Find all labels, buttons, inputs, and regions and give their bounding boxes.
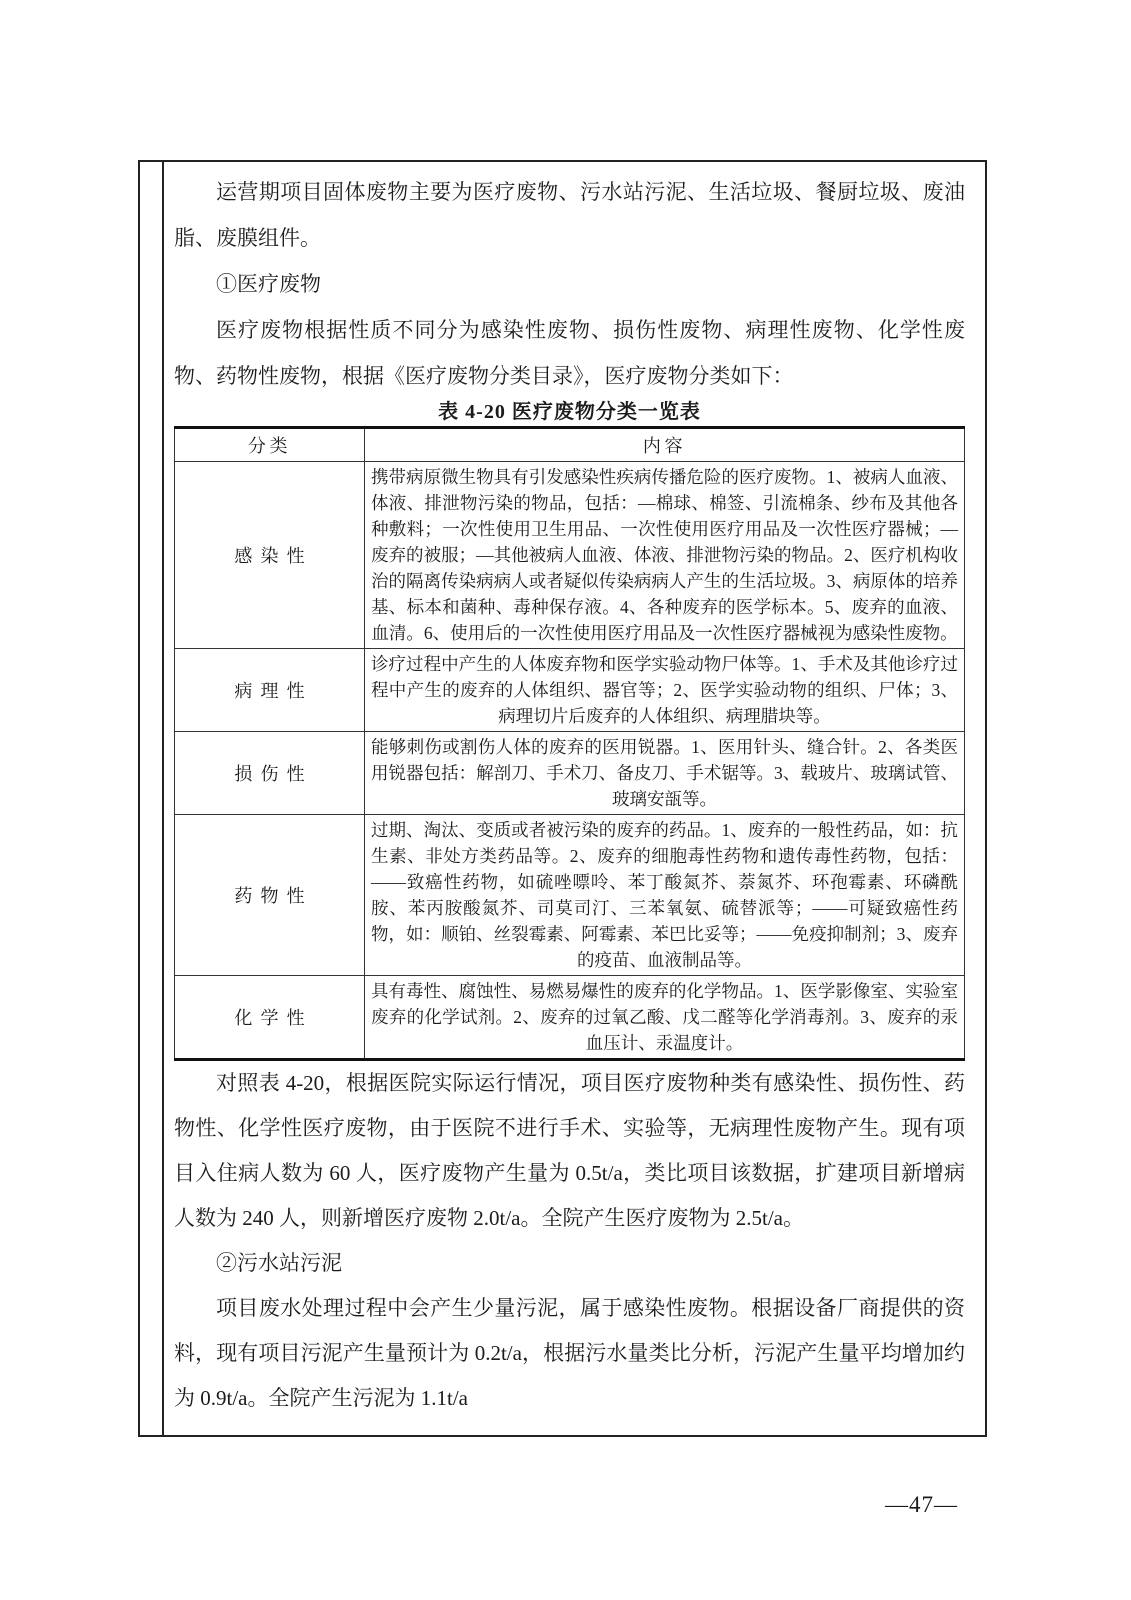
heading-sewage-sludge: ②污水站污泥 bbox=[216, 1251, 342, 1275]
table-row bbox=[175, 732, 965, 815]
category-pharmaceutical: 药物性 bbox=[175, 815, 365, 976]
category-infectious: 感染性 bbox=[175, 462, 365, 649]
page-number: —47— bbox=[885, 1492, 958, 1517]
category-sharps: 损伤性 bbox=[175, 732, 365, 815]
content-pathological: 诊疗过程中产生的人体废弃物和医学实验动物尸体等。1、手术及其他诊疗过程中产生的废弃的人体组织、器官等；2、医学实验动物的组织、尸体；3、病理切片后废弃的人体组织、病理腊块等。 bbox=[365, 649, 965, 732]
table-row bbox=[175, 649, 965, 732]
paragraph-sludge-analysis: 项目废水处理过程中会产生少量污泥，属于感染性废物。根据设备厂商提供的资料，现有项目污泥产生量预计为 0.2t/a，根据污水量类比分析，污泥产生量平均增加约为 0.9t/a。全院产生污泥为 1.1t/a bbox=[174, 1296, 965, 1410]
header-category: 分类 bbox=[175, 428, 365, 462]
category-pathological: 病理性 bbox=[175, 649, 365, 732]
content-pharmaceutical: 过期、淘汰、变质或者被污染的废弃的药品。1、废弃的一般性药品，如：抗生素、非处方类药品等。2、废弃的细胞毒性药物和遗传毒性药物，包括：——致癌性药物，如硫唑嘌呤、苯丁酸氮芥、萘氮芥、环孢霉素、环磷酰胺、苯丙胺酸氮芥、司莫司汀、三苯氧氨、硫替派等；——可疑致癌性药物，如：顺铂、丝裂霉素、阿霉素、苯巴比妥等；——免疫抑制剂；3、废弃的疫苗、血液制品等。 bbox=[365, 815, 965, 976]
content-sharps: 能够刺伤或割伤人体的废弃的医用锐器。1、医用针头、缝合针。2、各类医用锐器包括：解剖刀、手术刀、备皮刀、手术锯等。3、载玻片、玻璃试管、玻璃安瓿等。 bbox=[365, 732, 965, 815]
main-content bbox=[164, 162, 985, 1435]
content-infectious: 携带病原微生物具有引发感染性疾病传播危险的医疗废物。1、被病人血液、体液、排泄物污染的物品，包括：—棉球、棉签、引流棉条、纱布及其他各种敷料；一次性使用卫生用品、一次性使用医疗用品及一次性医疗器械；—废弃的被服；—其他被病人血液、体液、排泄物污染的物品。2、医疗机构收治的隔离传染病病人或者疑似传染病病人产生的生活垃圾。3、病原体的培养基、标本和菌种、毒种保存液。4、各种废弃的医学标本。5、废弃的血液、血清。6、使用后的一次性使用医疗用品及一次性医疗器械视为感染性废物。 bbox=[365, 462, 965, 649]
table-row bbox=[175, 815, 965, 976]
paragraph-medical-waste-classes: 医疗废物根据性质不同分为感染性废物、损伤性废物、病理性废物、化学性废物、药物性废物，根据《医疗废物分类目录》，医疗废物分类如下： bbox=[174, 318, 965, 388]
table-header-row bbox=[175, 428, 965, 462]
paragraph-comparison-analysis: 对照表 4-20，根据医院实际运行情况，项目医疗废物种类有感染性、损伤性、药物性、化学性医疗废物，由于医院不进行手术、实验等，无病理性废物产生。现有项目入住病人数为 60 人，医疗废物产生量为 0.5t/a，类比项目该数据，扩建项目新增病人数为 240 人，则新增医疗废物 2.0t/a。全院产生医疗废物为 2.5t/a。 bbox=[174, 1071, 965, 1230]
table-row bbox=[175, 462, 965, 649]
heading-medical-waste: ①医疗废物 bbox=[216, 272, 321, 296]
paragraph-solid-waste-overview: 运营期项目固体废物主要为医疗废物、污水站污泥、生活垃圾、餐厨垃圾、废油脂、废膜组件。 bbox=[174, 180, 965, 250]
form-left-strip bbox=[140, 162, 164, 1435]
table-row bbox=[175, 976, 965, 1060]
content-box bbox=[138, 160, 987, 1437]
medical-waste-classification-table bbox=[174, 426, 965, 1061]
category-chemical: 化学性 bbox=[175, 976, 365, 1060]
table-title: 表 4-20 医疗废物分类一览表 bbox=[438, 401, 701, 423]
content-chemical: 具有毒性、腐蚀性、易燃易爆性的废弃的化学物品。1、医学影像室、实验室废弃的化学试剂。2、废弃的过氧乙酸、戊二醛等化学消毒剂。3、废弃的汞血压计、汞温度计。 bbox=[365, 976, 965, 1060]
header-content: 内容 bbox=[365, 428, 965, 462]
